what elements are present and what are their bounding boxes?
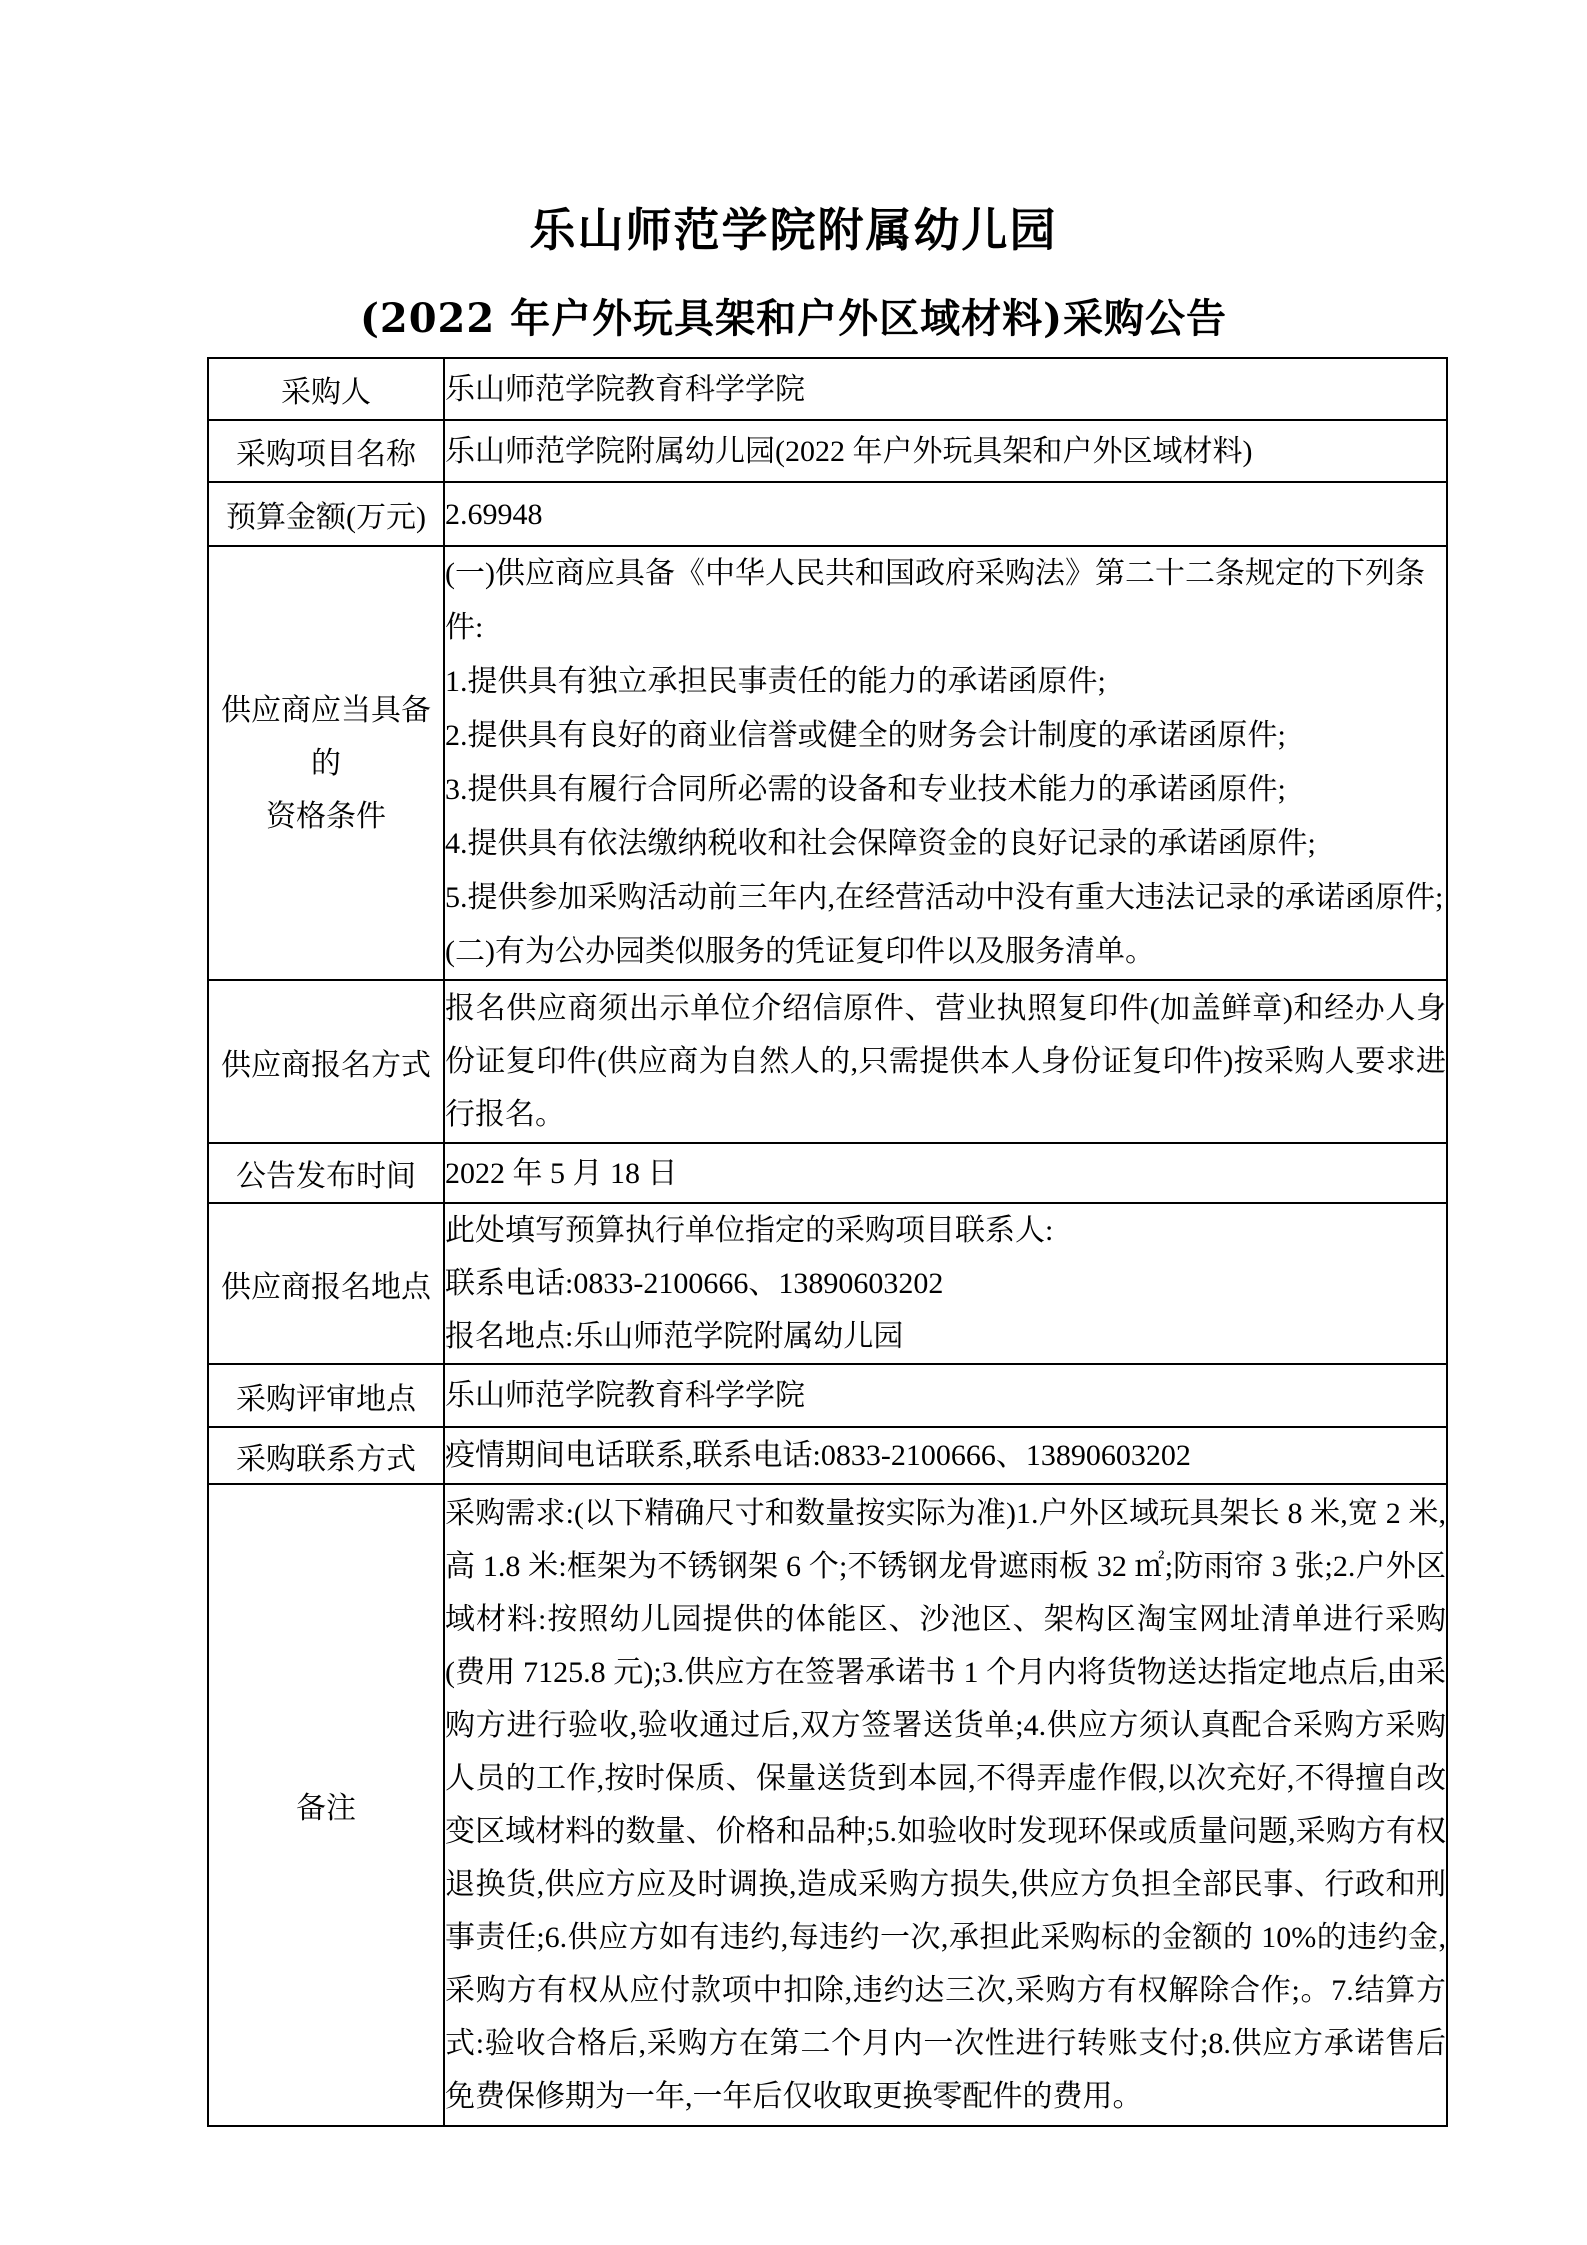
label-line: 的 xyxy=(311,746,341,780)
row-content xyxy=(444,1364,1447,1427)
paragraph: (一)供应商应具备《中华人民共和国政府采购法》第二十二条规定的下列条件: xyxy=(445,557,1425,644)
row-label: 采购人 xyxy=(208,358,444,420)
page-subtitle: (2022 年户外玩具架和户外区域材料)采购公告 xyxy=(359,295,1228,342)
paragraph: 5.提供参加采购活动前三年内,在经营活动中没有重大违法记录的承诺函原件; xyxy=(445,881,1444,914)
row-content xyxy=(444,1143,1447,1203)
row-content xyxy=(444,980,1447,1143)
table-row-remarks xyxy=(208,1484,1447,2126)
paragraph: 乐山师范学院教育科学学院 xyxy=(445,372,805,406)
table-row-qualifications xyxy=(208,546,1447,980)
row-content xyxy=(444,482,1447,546)
paragraph: 2.69948 xyxy=(445,497,543,531)
table-row-registration-method xyxy=(208,980,1447,1143)
paragraph: 2.提供具有良好的商业信誉或健全的财务会计制度的承诺函原件; xyxy=(445,719,1286,752)
paragraph: (二)有为公办园类似服务的凭证复印件以及服务清单。 xyxy=(445,935,1155,968)
paragraph: 疫情期间电话联系,联系电话:0833-2100666、13890603202 xyxy=(445,1439,1191,1472)
row-label: 采购联系方式 xyxy=(208,1427,444,1484)
table-row-review-location xyxy=(208,1364,1447,1427)
row-label xyxy=(208,546,444,980)
row-label: 供应商报名地点 xyxy=(208,1203,444,1364)
label-line: 资格条件 xyxy=(266,799,386,833)
table-row-purchaser xyxy=(208,358,1447,420)
row-label: 采购评审地点 xyxy=(208,1364,444,1427)
paragraph: 乐山师范学院附属幼儿园(2022 年户外玩具架和户外区域材料) xyxy=(445,434,1253,468)
row-label: 预算金额(万元) xyxy=(208,482,444,546)
row-content xyxy=(444,358,1447,420)
label-line: 供应商应当具备 xyxy=(221,693,431,727)
row-label: 供应商报名方式 xyxy=(208,980,444,1143)
row-content xyxy=(444,546,1447,980)
paragraph: 1.提供具有独立承担民事责任的能力的承诺函原件; xyxy=(445,665,1106,698)
table-row-registration-location xyxy=(208,1203,1447,1364)
row-content xyxy=(444,1484,1447,2126)
table-row-project-name xyxy=(208,420,1447,482)
paragraph: 4.提供具有依法缴纳税收和社会保障资金的良好记录的承诺函原件; xyxy=(445,827,1316,860)
row-content xyxy=(444,420,1447,482)
paragraph: 3.提供具有履行合同所必需的设备和专业技术能力的承诺函原件; xyxy=(445,773,1286,806)
page-title: 乐山师范学院附属幼儿园 xyxy=(529,203,1058,257)
row-label: 采购项目名称 xyxy=(208,420,444,482)
paragraph: 联系电话:0833-2100666、13890603202 xyxy=(445,1267,944,1300)
row-content xyxy=(444,1427,1447,1484)
procurement-table xyxy=(207,357,1448,2127)
paragraph: 报名供应商须出示单位介绍信原件、营业执照复印件(加盖鲜章)和经办人身份证复印件(供应商为自然人的,只需提供本人身份证复印件)按采购人要求进行报名。 xyxy=(445,992,1446,1131)
paragraph: 采购需求:(以下精确尺寸和数量按实际为准)1.户外区域玩具架长 8 米,宽 2 米,高 1.8 米:框架为不锈钢架 6 个;不锈钢龙骨遮雨板 32 ㎡;防雨帘 3 张;2.户外区域材料:按照幼儿园提供的体能区、沙池区、架构区淘宝网址清单进行采购(费用 7125.8 元);3.供应方在签署承诺书 1 个月内将货物送达指定地点后,由采购方进行验收,验收通过后,双方签署送货单;4.供应方须认真配合采购方采购人员的工作,按时保质、保量送货到本园,不得弄虚作假,以次充好,不得擅自改变区域材料的数量、价格和品种;5.如验收时发现环保或质量问题,采购方有权退换货,供应方应及时调换,造成采购方损失,供应方负担全部民事、行政和刑事责任;6.供应方如有违约,每违约一次,承担此采购标的金额的 10%的违约金,采购方有权从应付款项中扣除,违约达三次,采购方有权解除合作;。7.结算方式:验收合格后,采购方在第二个月内一次性进行转账支付;8.供应方承诺售后免费保修期为一年,一年后仅收取更换零配件的费用。 xyxy=(445,1497,1446,2113)
table-row-budget xyxy=(208,482,1447,546)
paragraph: 报名地点:乐山师范学院附属幼儿园 xyxy=(445,1320,904,1353)
paragraph: 2022 年 5 月 18 日 xyxy=(445,1156,678,1190)
paragraph: 乐山师范学院教育科学学院 xyxy=(445,1379,805,1412)
row-content xyxy=(444,1203,1447,1364)
paragraph: 此处填写预算执行单位指定的采购项目联系人: xyxy=(445,1214,1054,1247)
row-label: 公告发布时间 xyxy=(208,1143,444,1203)
table-row-announcement-date xyxy=(208,1143,1447,1203)
row-label: 备注 xyxy=(208,1484,444,2126)
table-row-contact-method xyxy=(208,1427,1447,1484)
